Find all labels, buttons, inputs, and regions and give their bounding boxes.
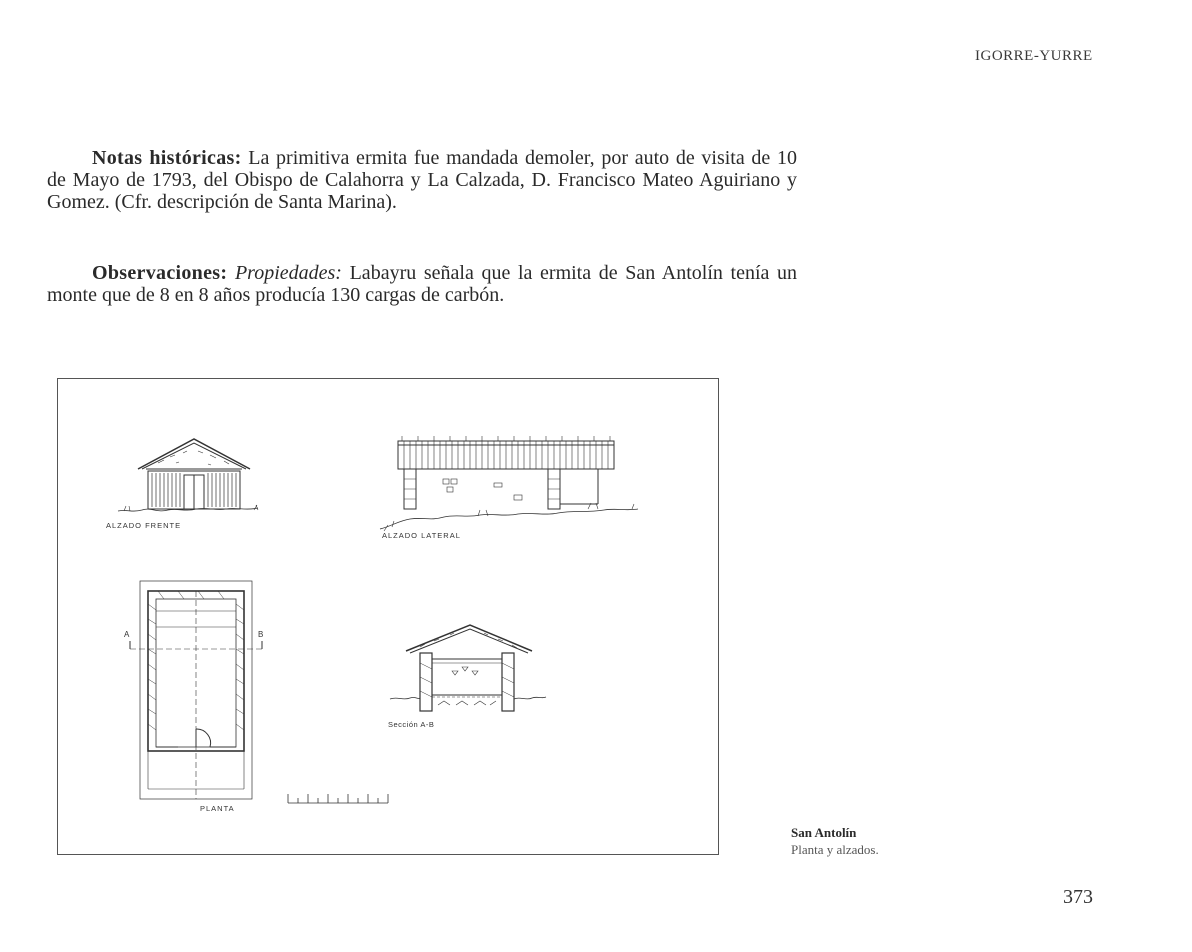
historical-notes-label: Notas históricas: xyxy=(92,147,242,169)
lateral-elevation-label: ALZADO LATERAL xyxy=(382,531,461,540)
historical-notes-paragraph xyxy=(47,147,797,213)
section-marker-a: A xyxy=(124,630,131,639)
scale-bar-drawing xyxy=(288,794,388,803)
architectural-drawing-figure xyxy=(57,378,719,855)
front-elevation-label: ALZADO FRENTE xyxy=(106,521,182,530)
running-head: IGORRE-YURRE xyxy=(975,48,1093,64)
plan-label: PLANTA xyxy=(200,804,235,813)
floor-plan-drawing xyxy=(130,581,265,799)
drawing-illustration xyxy=(58,379,720,856)
lateral-elevation-drawing xyxy=(380,436,638,531)
page-number: 373 xyxy=(1063,886,1093,908)
caption-title: San Antolín xyxy=(791,825,857,840)
observations-label: Observaciones: xyxy=(92,262,228,284)
caption-subtitle: Planta y alzados. xyxy=(791,842,879,857)
front-elevation-drawing xyxy=(118,439,258,511)
section-marker-b: B xyxy=(258,630,265,639)
observations-text: Labayru señala que la ermita de San Antolín tenía un monte que de 8 en 8 años producía 130 cargas de carbón. xyxy=(47,262,798,306)
section-label: Sección A-B xyxy=(388,720,435,729)
historical-notes-text: La primitiva ermita fue mandada demoler, por auto de visita de 10 de Mayo de 1793, del Obispo de Calahorra y La Calzada, D. Francisco Mateo Aguiriano y Gomez. (Cfr. descripción de Santa Marina). xyxy=(47,147,797,213)
figure-caption xyxy=(791,824,879,858)
observations-italic-label: Propiedades: xyxy=(234,262,342,284)
observations-paragraph xyxy=(47,262,797,306)
section-drawing xyxy=(390,625,546,711)
